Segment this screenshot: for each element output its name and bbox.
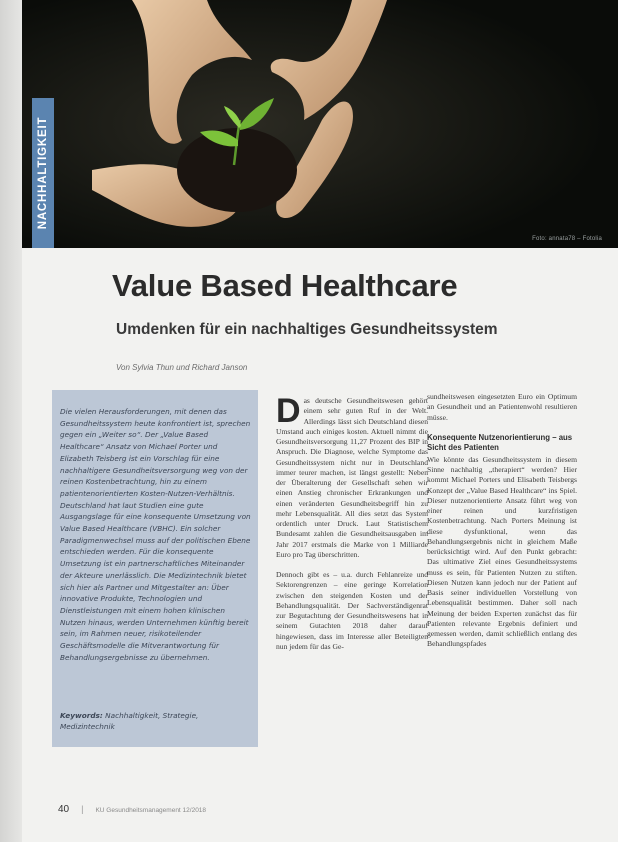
hands-with-seedling-image	[22, 0, 618, 248]
article-byline: Von Sylvia Thun und Richard Janson	[116, 363, 248, 372]
body-column-1	[276, 392, 428, 662]
publication-name: KU Gesundheitsmanagement 12/2018	[95, 807, 207, 814]
article-subtitle: Umdenken für ein nachhaltiges Gesundheitssystem	[116, 321, 498, 338]
section-heading: Konsequente Nutzenorientierung – aus Sicht des Patienten	[427, 432, 573, 452]
abstract-box	[52, 390, 258, 747]
column1-paragraph-2: Dennoch gibt es – u.a. durch Fehlanreize und Sektorengrenzen – eine geringe Korrelation zwischen den steigenden Kosten und der Behandlungsqualität. Der Sachverständigenrat zur Begutachtung der Gesundheitswesens hat in seinem Gutachten 2018 daher darauf hingewiesen, dass im Interesse aller Beteiligten nun jedem für das Ge-	[276, 570, 428, 651]
keywords-list: Nachhaltigkeit, Strategie, Medizintechnik	[60, 711, 199, 731]
header-photo	[22, 0, 618, 248]
column2-paragraph-2: Wie könnte das Gesundheitssystem in diesem Sinne nachhaltig „therapiert“ werden? Hier kommt Michael Porters und Elisabeth Teisbergs Konzept der „Value Based Healthcare“ ins Spiel. Dieser nutzenorientierte Ansatz führt weg von einer reinen und kurzfristigen Kostenbetrachtung. Nach Porters Meinung ist diese dysfunktional, wenn das Behandlungsergebnis nicht in gleichem Maße berücksichtigt wird. Auf den Punkt gebracht: Das ultimative Ziel eines Gesundheitssystems muss es sein, für Patienten Nutzen zu stiften. Diesen Nutzen kann jedoch nur der Patient auf Basis seiner individuellen Vorstellung von Lebensqualität bestimmen. Daher soll nach Meinung der beiden Experten zunächst das für Patienten relevante Ergebnis definiert und gemessen werden, damit schließlich entlang des Behandlungspfades	[427, 454, 577, 649]
abstract-keywords	[60, 710, 252, 732]
column2-paragraph-1: sundheitswesen eingesetzten Euro ein Optimum an Gesundheit und an Patientenwohl resultieren müsse.	[427, 392, 577, 422]
scan-edge	[0, 0, 22, 842]
section-label: NACHHALTIGKEIT	[37, 116, 49, 230]
article-title: Value Based Healthcare	[112, 268, 458, 303]
photo-credit: Foto: annata78 – Fotolia	[532, 236, 602, 242]
page-number: 40	[58, 804, 70, 815]
drop-cap: D	[276, 392, 301, 430]
abstract-text: Die vielen Herausforderungen, mit denen das Gesundheitssystem heute konfrontiert ist, sprechen gegen ein „Weiter so“. Der „Value Based Healthcare“ Ansatz von Michael Porter und Elizabeth Teisberg ist ein Vorschlag für eine nachhaltigere Gesundheitsversorgung weg von der reinen Kostenbetrachtung, hin zu einem patientenorientierten Kosten-Nutzen-Verhältnis. Deutschland hat laut Studien eine gute Ausgangslage für eine konsequente Umsetzung von Value Based Healthcare (VBHC). Ein solcher Paradigmenwechsel muss auf der politischen Ebene entschieden werden. Für die konsequente Umsetzung ist ein partnerschaftliches Miteinander der Akteure unerlässlich. Die Medizintechnik bietet sich hier als Partner und Mitgestalter an: Über innovative Produkte, Technologien und Dienstleistungen mit einem hohen klinischen Nutzen hinaus, werden Unternehmen künftig bereit sein, im Rahmen neuer, risikoteilender Geschäftsmodelle die Mitverantwortung für Behandlungsergebnisse zu übernehmen.	[60, 407, 251, 662]
column1-paragraph-1: as deutsche Gesundheitswesen gehört einem sehr guten Ruf in der Welt. Allerdings lässt sich Deutschland diesen Umstand auch einiges kosten. Aktuell nimmt die Gesundheitsversorgung 11,27 Prozent des BIP in Anspruch. Die Diagnose, welche Symptome das Gesundheitssystem nicht nur in Deutschland immer teurer machen, ist längst gestellt: Neben der Überalterung der Gesellschaft sehen wir einen Anstieg chronischer Erkrankungen und einen veränderten Gesundheitsbegriff hin zu mehr Lebensqualität. All dies setzt das System ordentlich unter Druck. Laut Statistischem Bundesamt zahlen die Gesundheitsausgaben im Jahr 2017 erstmals die Marke von 1 Milliarde Euro pro Tag überschritten.	[276, 396, 428, 559]
section-tab	[32, 98, 54, 248]
page-footer: 40 | KU Gesundheitsmanagement 12/2018	[58, 804, 207, 815]
body-column-2	[427, 392, 577, 660]
keywords-label: Keywords:	[60, 711, 103, 720]
